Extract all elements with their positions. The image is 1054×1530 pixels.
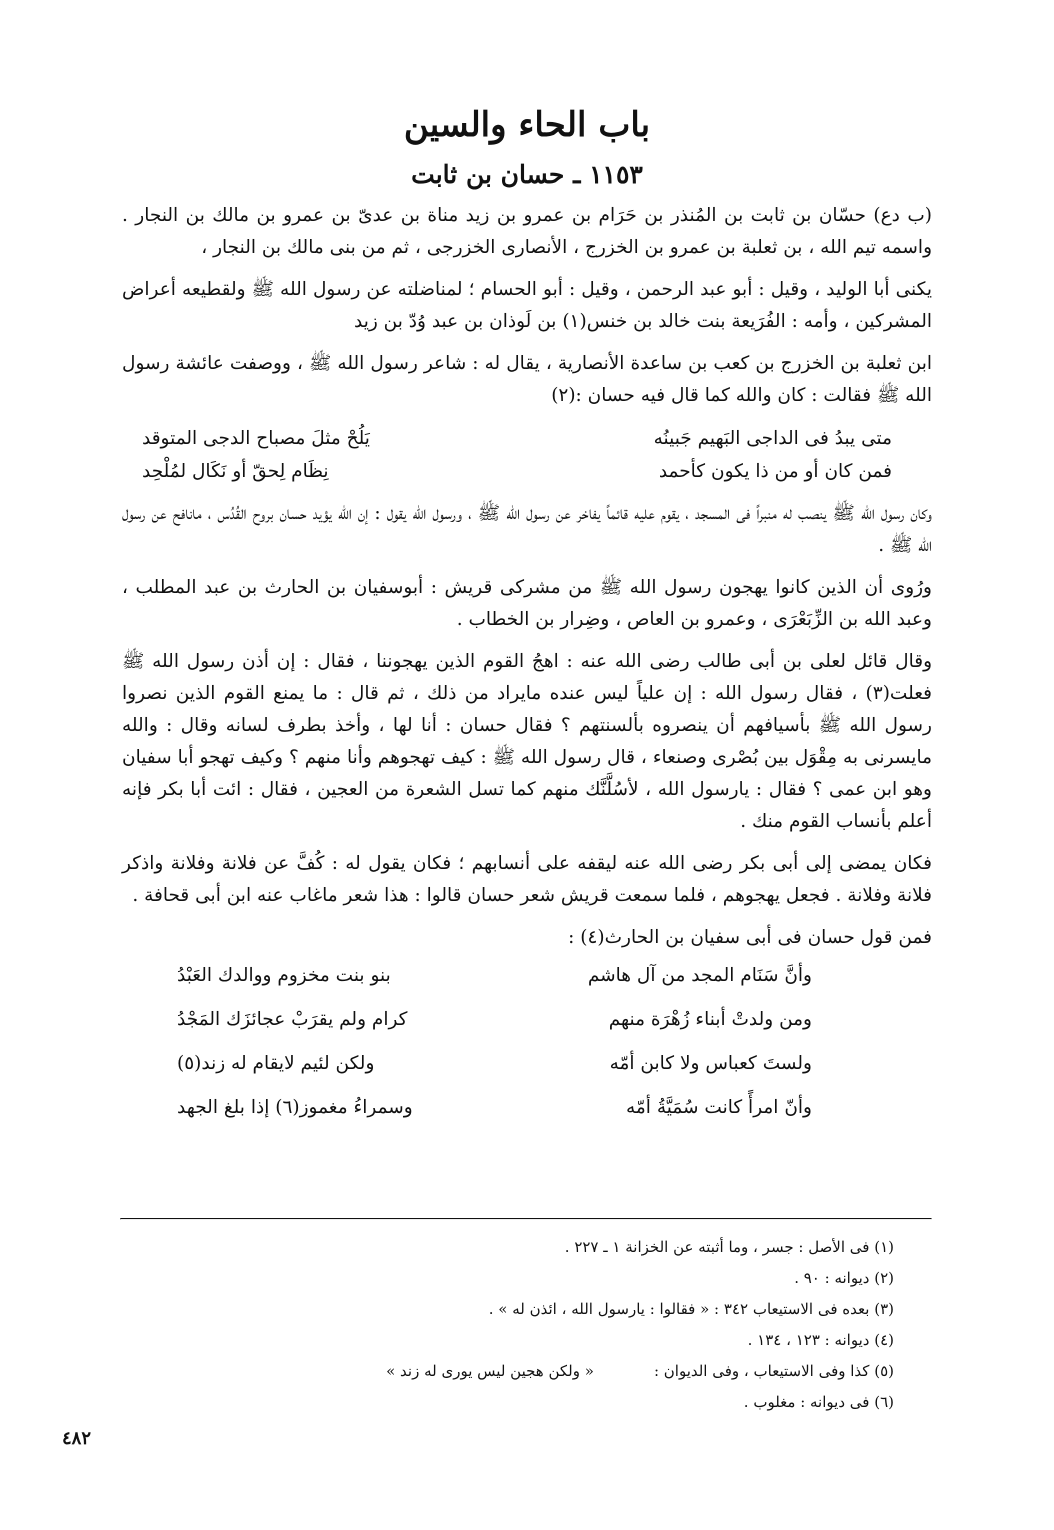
- paragraph: (ب دع) حسّان بن ثابت بن المُنذر بن حَرَام بن عمرو بن زيد مناة بن عدىّ بن عمرو بن مالك بن النجار . واسمه تيم الله ، بن ثعلبة بن عمرو بن الخزرج ، الأنصارى الخزرجى ، ثم من بنى مالك بن النجار ،: [122, 205, 932, 258]
- page-number: ٤٨٢: [62, 1428, 92, 1449]
- verse-second-hemistich: بنو بنت مخزوم ووالدك العَبْدُ: [177, 965, 391, 986]
- paragraph: ابن ثعلبة بن الخزرج بن كعب بن ساعدة الأنصارية ، يقال له : شاعر رسول الله ﷺ ، ووصفت عائشة رسول الله ﷺ فقالت : كان والله كما قال فيه حسان :(٢): [122, 353, 932, 406]
- poem: [122, 954, 932, 1130]
- paragraph: فكان يمضى إلى أبى بكر رضى الله عنه ليقفه على أنسابهم ؛ فكان يقول له : كُفَّ عن فلانة وفلانة واذكر فلانة وفلانة . فجعل يهجوهم ، فلما سمعت قريش شعر حسان قالوا : هذا شعر ماغاب عنه ابن أبى قحافة .: [122, 853, 932, 906]
- verse-second-hemistich: كرام ولم يقرَبْ عجائزَك المَجْدُ: [177, 1009, 408, 1030]
- footnotes: [134, 1232, 894, 1418]
- verse-block: [122, 422, 932, 488]
- chapter-title: باب الحاء والسين: [403, 105, 651, 145]
- verse-first-hemistich: وأنَّ سَنَام المجد من آل هاشم: [587, 965, 812, 986]
- footnote: (٢) ديوانه : ٩٠ .: [794, 1269, 894, 1287]
- verse-line: [122, 998, 932, 1042]
- footnote: (٤) ديوانه : ١٢٣ ، ١٣٤ .: [747, 1331, 894, 1349]
- poem-intro: فمن قول حسان فى أبى سفيان بن الحارث(٤) :: [568, 927, 932, 948]
- footnote-part: (٥) كذا وفى الاستيعاب ، وفى الديوان :: [653, 1362, 894, 1380]
- entry-title: ١١٥٣ ـ حسان بن ثابت: [411, 160, 643, 189]
- paragraph: يكنى أبا الوليد ، وقيل : أبو عبد الرحمن ، وقيل : أبو الحسام ؛ لمناضلته عن رسول الله ﷺ ولقطيعه أعراض المشركين ، وأمه : الفُرَيعة بنت خالد بن خنس(١) بن لَوذان بن عبد وُدّ بن زيد: [122, 279, 932, 332]
- paragraph: وكان رسول الله ﷺ ينصب له منبراً فى المسجد ، يقوم عليه قائماً يفاخر عن رسول الله ﷺ ، ورسول الله يقول : إن الله يؤيد حسان بروح القُدُس ، مانافح عن رسول الله ﷺ .: [122, 503, 932, 556]
- verse-line: [122, 1042, 932, 1086]
- verse-line: [122, 954, 932, 998]
- verse-first-hemistich: وأنّ امرأً كانت سُمَيَّةُ أمّه: [625, 1097, 812, 1118]
- verse-first-hemistich: ولستَ كعباس ولا كابن أمّه: [609, 1053, 812, 1074]
- footnote: [134, 1356, 894, 1387]
- footnote-divider: [120, 1218, 932, 1220]
- body-text: [122, 200, 932, 1138]
- verse-second-hemistich: وسمراءُ مغموز(٦) إذا بلغ الجهد: [177, 1097, 413, 1118]
- paragraph: وقال قائل لعلى بن أبى طالب رضى الله عنه : اهجُ القوم الذين يهجوننا ، فقال : إن أذن رسول الله ﷺ فعلت(٣) ، فقال رسول الله : إن علياً ليس عنده مايراد من ذلك ، ثم قال : ما يمنع القوم الذين نصروا رسول الله ﷺ بأسيافهم أن ينصروه بألسنتهم ؟ فقال حسان : أنا لها ، وأخذ بطرف لسانه وقال : والله مايسرنى به مِقْوَل بين بُصْرى وصنعاء ، قال رسول الله ﷺ : كيف تهجوهم وأنا منهم ؟ وكيف تهجو أبا سفيان وهو ابن عمى ؟ فقال : يارسول الله ، لأسُلَّنَّك منهم كما تسل الشعرة من العجين ، فقال : ائت أبا بكر فإنه أعلم بأنساب القوم منك .: [122, 651, 932, 832]
- verse-second-hemistich: نِظَام لِحقّ أو نَكَال لمُلْحِد: [142, 461, 329, 482]
- footnote: (٦) فى ديوانه : مغلوب .: [743, 1393, 894, 1411]
- footnote: (١) فى الأصل : جسر ، وما أثبته عن الخزانة ١ ـ ٢٢٧ .: [564, 1238, 894, 1256]
- verse-first-hemistich: متى يبدُ فى الداجى البَهيم جَبينُه: [653, 428, 892, 449]
- verse-first-hemistich: ومن ولدتْ أبناء زُهْرَة منهم: [608, 1009, 812, 1030]
- footnote: (٣) بعده فى الاستيعاب ٣٤٢ : « فقالوا : يارسول الله ، ائذن له » .: [488, 1300, 894, 1318]
- verse-second-hemistich: ولكن لئيم لايقام له زند(٥): [177, 1053, 375, 1074]
- verse-first-hemistich: فمن كان أو من ذا يكون كأحمد: [658, 461, 892, 482]
- verse-line: [122, 1086, 932, 1130]
- verse-second-hemistich: يَلُحْ مثلَ مصباح الدجى المتوقد: [142, 428, 370, 449]
- paragraph: ورُوى أن الذين كانوا يهجون رسول الله ﷺ من مشركى قريش : أبوسفيان بن الحارث بن عبد المطلب ، وعبد الله بن الزِّبَعْرَى ، وعمرو بن العاص ، وضِرار بن الخطاب .: [122, 577, 932, 630]
- verse-line: [122, 422, 932, 455]
- verse-line: [122, 455, 932, 488]
- footnote-part: « ولكن هجين ليس يورى له زند »: [386, 1362, 594, 1380]
